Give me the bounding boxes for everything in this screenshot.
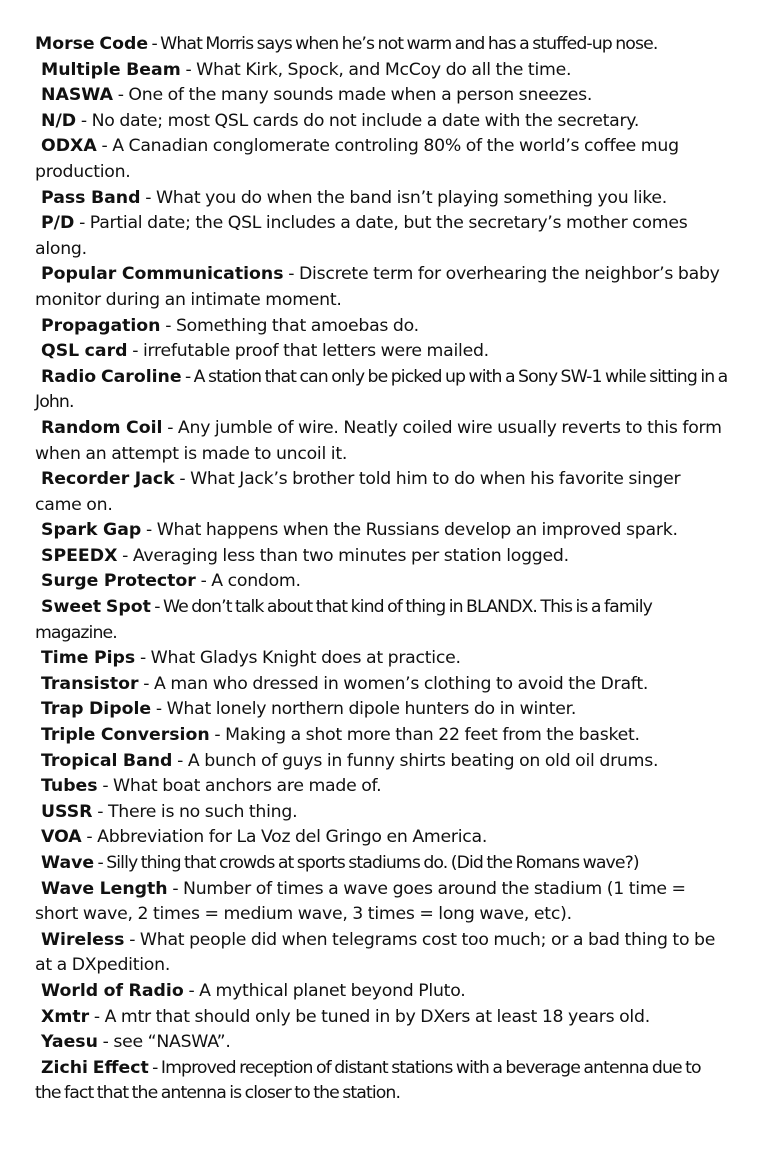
glossary-entry — [35, 749, 729, 775]
glossary-entry — [35, 58, 729, 84]
glossary-entry — [35, 646, 729, 672]
glossary-entry — [35, 697, 729, 723]
glossary-definition: - Averaging less than two minutes per station logged. — [117, 545, 569, 566]
glossary-term: Pass Band — [41, 187, 141, 208]
glossary-term: Trap Dipole — [41, 699, 152, 720]
glossary-term: Popular Communications — [41, 264, 284, 285]
glossary-definition: - What boat anchors are made of. — [97, 776, 382, 797]
glossary-definition: - One of the many sounds made when a person sneezes. — [112, 85, 593, 106]
glossary-entry — [35, 32, 729, 58]
glossary-term: Wireless — [41, 929, 125, 950]
glossary-entry — [35, 723, 729, 749]
glossary-entry — [35, 518, 729, 544]
glossary-definition: - A mythical planet beyond Pluto. — [183, 980, 466, 1001]
glossary-term: Random Coil — [41, 417, 163, 438]
glossary-definition: - A Canadian conglomerate controling 80% of the world’s coffee mug production. — [35, 136, 679, 182]
glossary-definition: - A mtr that should only be tuned in by DXers at least 18 years old. — [89, 1006, 650, 1027]
glossary-definition: - What Jack’s brother told him to do when his favorite singer came on. — [35, 469, 681, 515]
glossary-term: QSL card — [41, 341, 128, 362]
glossary-term: Morse Code — [35, 34, 149, 54]
glossary-definition: - What lonely northern dipole hunters do in winter. — [151, 699, 577, 720]
glossary-entry — [35, 595, 729, 646]
glossary-definition: - What Gladys Knight does at practice. — [135, 648, 461, 669]
glossary-term: Xmtr — [41, 1006, 90, 1027]
glossary-term: Yaesu — [41, 1032, 98, 1053]
glossary-entry — [35, 774, 729, 800]
glossary-term: VOA — [41, 827, 82, 848]
glossary-term: SPEEDX — [41, 545, 118, 566]
glossary-term: Tropical Band — [41, 750, 173, 771]
glossary-definition: - A condom. — [195, 571, 301, 592]
glossary-entry — [35, 186, 729, 212]
glossary-term: Multiple Beam — [41, 59, 181, 80]
glossary-definition: - Improved reception of distant stations with a beverage antenna due to the fact that the antenna is closer to the station. — [35, 1057, 701, 1104]
glossary-definition: - There is no such thing. — [92, 801, 298, 822]
glossary-entry — [35, 262, 729, 313]
glossary-definition: - A man who dressed in women’s clothing to avoid the Draft. — [138, 673, 649, 694]
glossary-definition: - Something that amoebas do. — [160, 315, 419, 336]
glossary-definition: - see “NASWA”. — [97, 1032, 231, 1053]
glossary-entry — [35, 314, 729, 340]
glossary-entry — [35, 1030, 729, 1056]
glossary-entry — [35, 1056, 729, 1107]
glossary-entry — [35, 800, 729, 826]
glossary-term: Transistor — [41, 673, 139, 694]
glossary-definition: - A bunch of guys in funny shirts beating on old oil drums. — [172, 750, 659, 771]
glossary-entry — [35, 109, 729, 135]
glossary-entry — [35, 877, 729, 928]
glossary-definition: - Abbreviation for La Voz del Gringo en America. — [81, 827, 488, 848]
glossary-entry — [35, 569, 729, 595]
glossary-definition: - irrefutable proof that letters were mailed. — [127, 341, 489, 362]
glossary-term: Wave — [41, 853, 95, 873]
glossary-term: Surge Protector — [41, 571, 196, 592]
glossary-definition: - What Kirk, Spock, and McCoy do all the time. — [180, 59, 572, 80]
glossary-term: ODXA — [41, 136, 97, 157]
glossary-term: Wave Length — [41, 878, 168, 899]
glossary-definition: - Partial date; the QSL includes a date, but the secretary’s mother comes along. — [35, 213, 688, 259]
glossary-term: NASWA — [41, 85, 113, 106]
glossary-term: Sweet Spot — [41, 597, 151, 618]
glossary-list — [35, 32, 729, 1107]
glossary-definition: - We don’t talk about that kind of thing in BLANDX. This is a family magazine. — [35, 597, 652, 643]
glossary-entry — [35, 928, 729, 979]
glossary-entry — [35, 83, 729, 109]
glossary-definition: - Discrete term for overhearing the neighbor’s baby monitor during an intimate moment. — [35, 264, 720, 310]
glossary-term: Radio Caroline — [41, 366, 182, 387]
glossary-term: P/D — [41, 213, 75, 234]
glossary-entry — [35, 211, 729, 262]
glossary-term: Zichi Effect — [41, 1057, 149, 1078]
glossary-entry — [35, 365, 729, 416]
glossary-term: USSR — [41, 801, 93, 822]
glossary-entry — [35, 544, 729, 570]
glossary-definition: - What happens when the Russians develop an improved spark. — [141, 520, 678, 541]
glossary-entry — [35, 825, 729, 851]
glossary-entry — [35, 134, 729, 185]
glossary-term: Time Pips — [41, 648, 136, 669]
glossary-entry — [35, 672, 729, 698]
glossary-entry — [35, 416, 729, 467]
glossary-definition: - What Morris says when he’s not warm and has a stuffed-up nose. — [148, 34, 658, 54]
glossary-term: Tubes — [41, 776, 98, 797]
glossary-entry — [35, 1005, 729, 1031]
glossary-definition: - Number of times a wave goes around the stadium (1 time = short wave, 2 times = medium wave, 3 times = long wave, etc). — [35, 878, 686, 925]
glossary-entry — [35, 467, 729, 518]
glossary-definition: - Any jumble of wire. Neatly coiled wire usually reverts to this form when an attempt is made to uncoil it. — [35, 417, 722, 464]
glossary-definition: - Silly thing that crowds at sports stadiums do. (Did the Romans wave?) — [94, 853, 639, 873]
glossary-entry — [35, 339, 729, 365]
glossary-definition: - A station that can only be picked up with a Sony SW-1 while sitting in a John. — [35, 366, 728, 413]
glossary-term: N/D — [41, 110, 77, 131]
glossary-term: Triple Conversion — [41, 725, 210, 746]
glossary-definition: - No date; most QSL cards do not include a date with the secretary. — [76, 110, 640, 131]
glossary-definition: - Making a shot more than 22 feet from the basket. — [209, 725, 640, 746]
glossary-definition: - What you do when the band isn’t playing something you like. — [140, 187, 668, 208]
glossary-entry — [35, 979, 729, 1005]
glossary-term: World of Radio — [41, 980, 184, 1001]
glossary-term: Spark Gap — [41, 520, 142, 541]
glossary-definition: - What people did when telegrams cost too much; or a bad thing to be at a DXpedition. — [35, 929, 716, 976]
glossary-term: Propagation — [41, 315, 161, 336]
glossary-term: Recorder Jack — [41, 469, 175, 490]
glossary-entry — [35, 851, 729, 877]
